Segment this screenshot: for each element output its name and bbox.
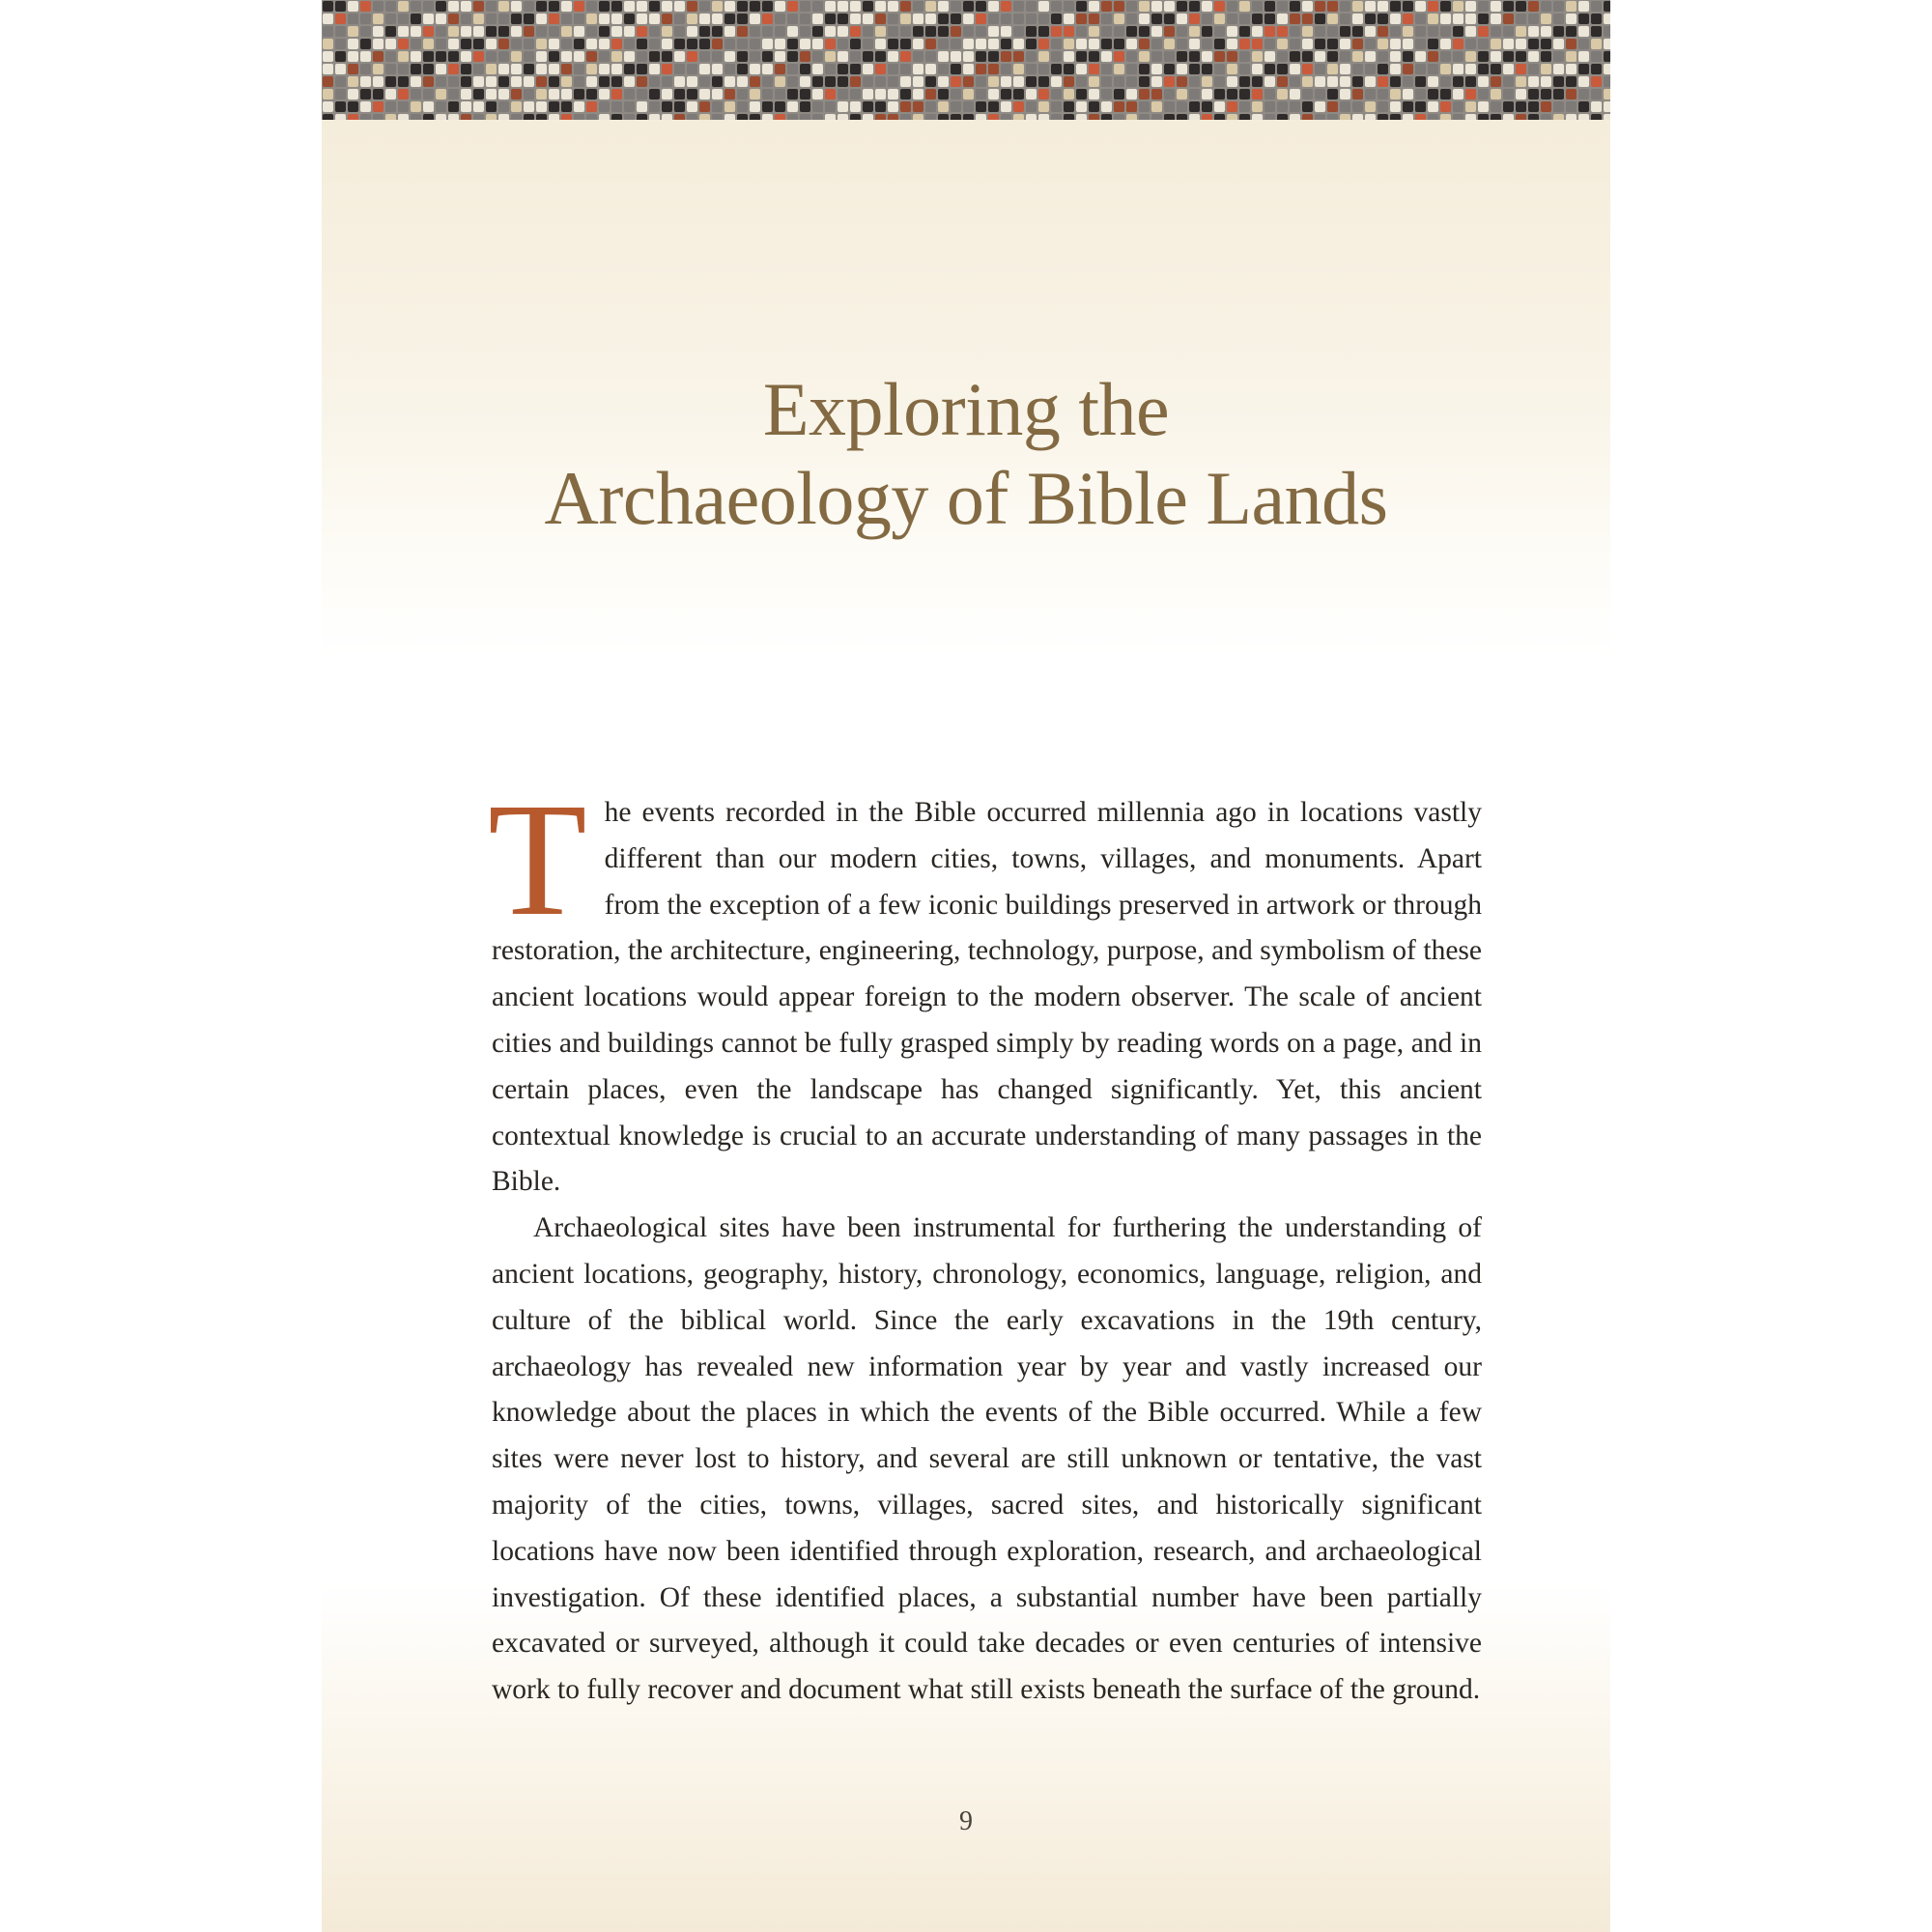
page-title bbox=[322, 365, 1610, 543]
title-line-1: Exploring the bbox=[762, 367, 1170, 451]
page-number: 9 bbox=[959, 1806, 973, 1836]
book-page bbox=[322, 0, 1610, 1932]
mosaic-border-icon bbox=[322, 0, 1610, 120]
paragraph-1 bbox=[488, 770, 1482, 1206]
mosaic-header-image bbox=[322, 0, 1610, 120]
drop-cap: T bbox=[488, 770, 587, 950]
paragraph-2: Archaeological sites have been instrumental for furthering the understanding of ancient locations, geography, history, chronology, economics, language, religion, and culture of the biblical world. Since the early excavations in the 19th century, archaeology has revealed new information year by year and vastly increased our knowledge about the places in which the events of the Bible occurred. While a few sites were never lost to history, and several are still unknown or tentative, the vast majority of the cities, towns, villages, sacred sites, and historically significant locations have now been identified through exploration, research, and archaeological investigation. Of these identified places, a substantial number have been partially excavated or surveyed, although it could take decades or even centuries of intensive work to fully recover and document what still exists beneath the surface of the ground. bbox=[492, 1212, 1482, 1706]
paragraph-1-text: he events recorded in the Bible occurred millennia ago in locations vastly different than our modern cities, towns, villages, and monuments. Apart from the exception of a few iconic buildings preserved in artwork or through restoration, the architecture, engineering, technology, purpose, and symbolism of these ancient locations would appear foreign to the modern observer. The scale of ancient cities and buildings cannot be fully grasped simply by reading words on a page, and in certain places, even the landscape has changed significantly. Yet, this ancient contextual knowledge is crucial to an accurate understanding of many passages in the Bible. bbox=[492, 797, 1482, 1198]
title-line-2: Archaeology of Bible Lands bbox=[544, 456, 1388, 540]
body-text bbox=[488, 770, 1482, 1714]
